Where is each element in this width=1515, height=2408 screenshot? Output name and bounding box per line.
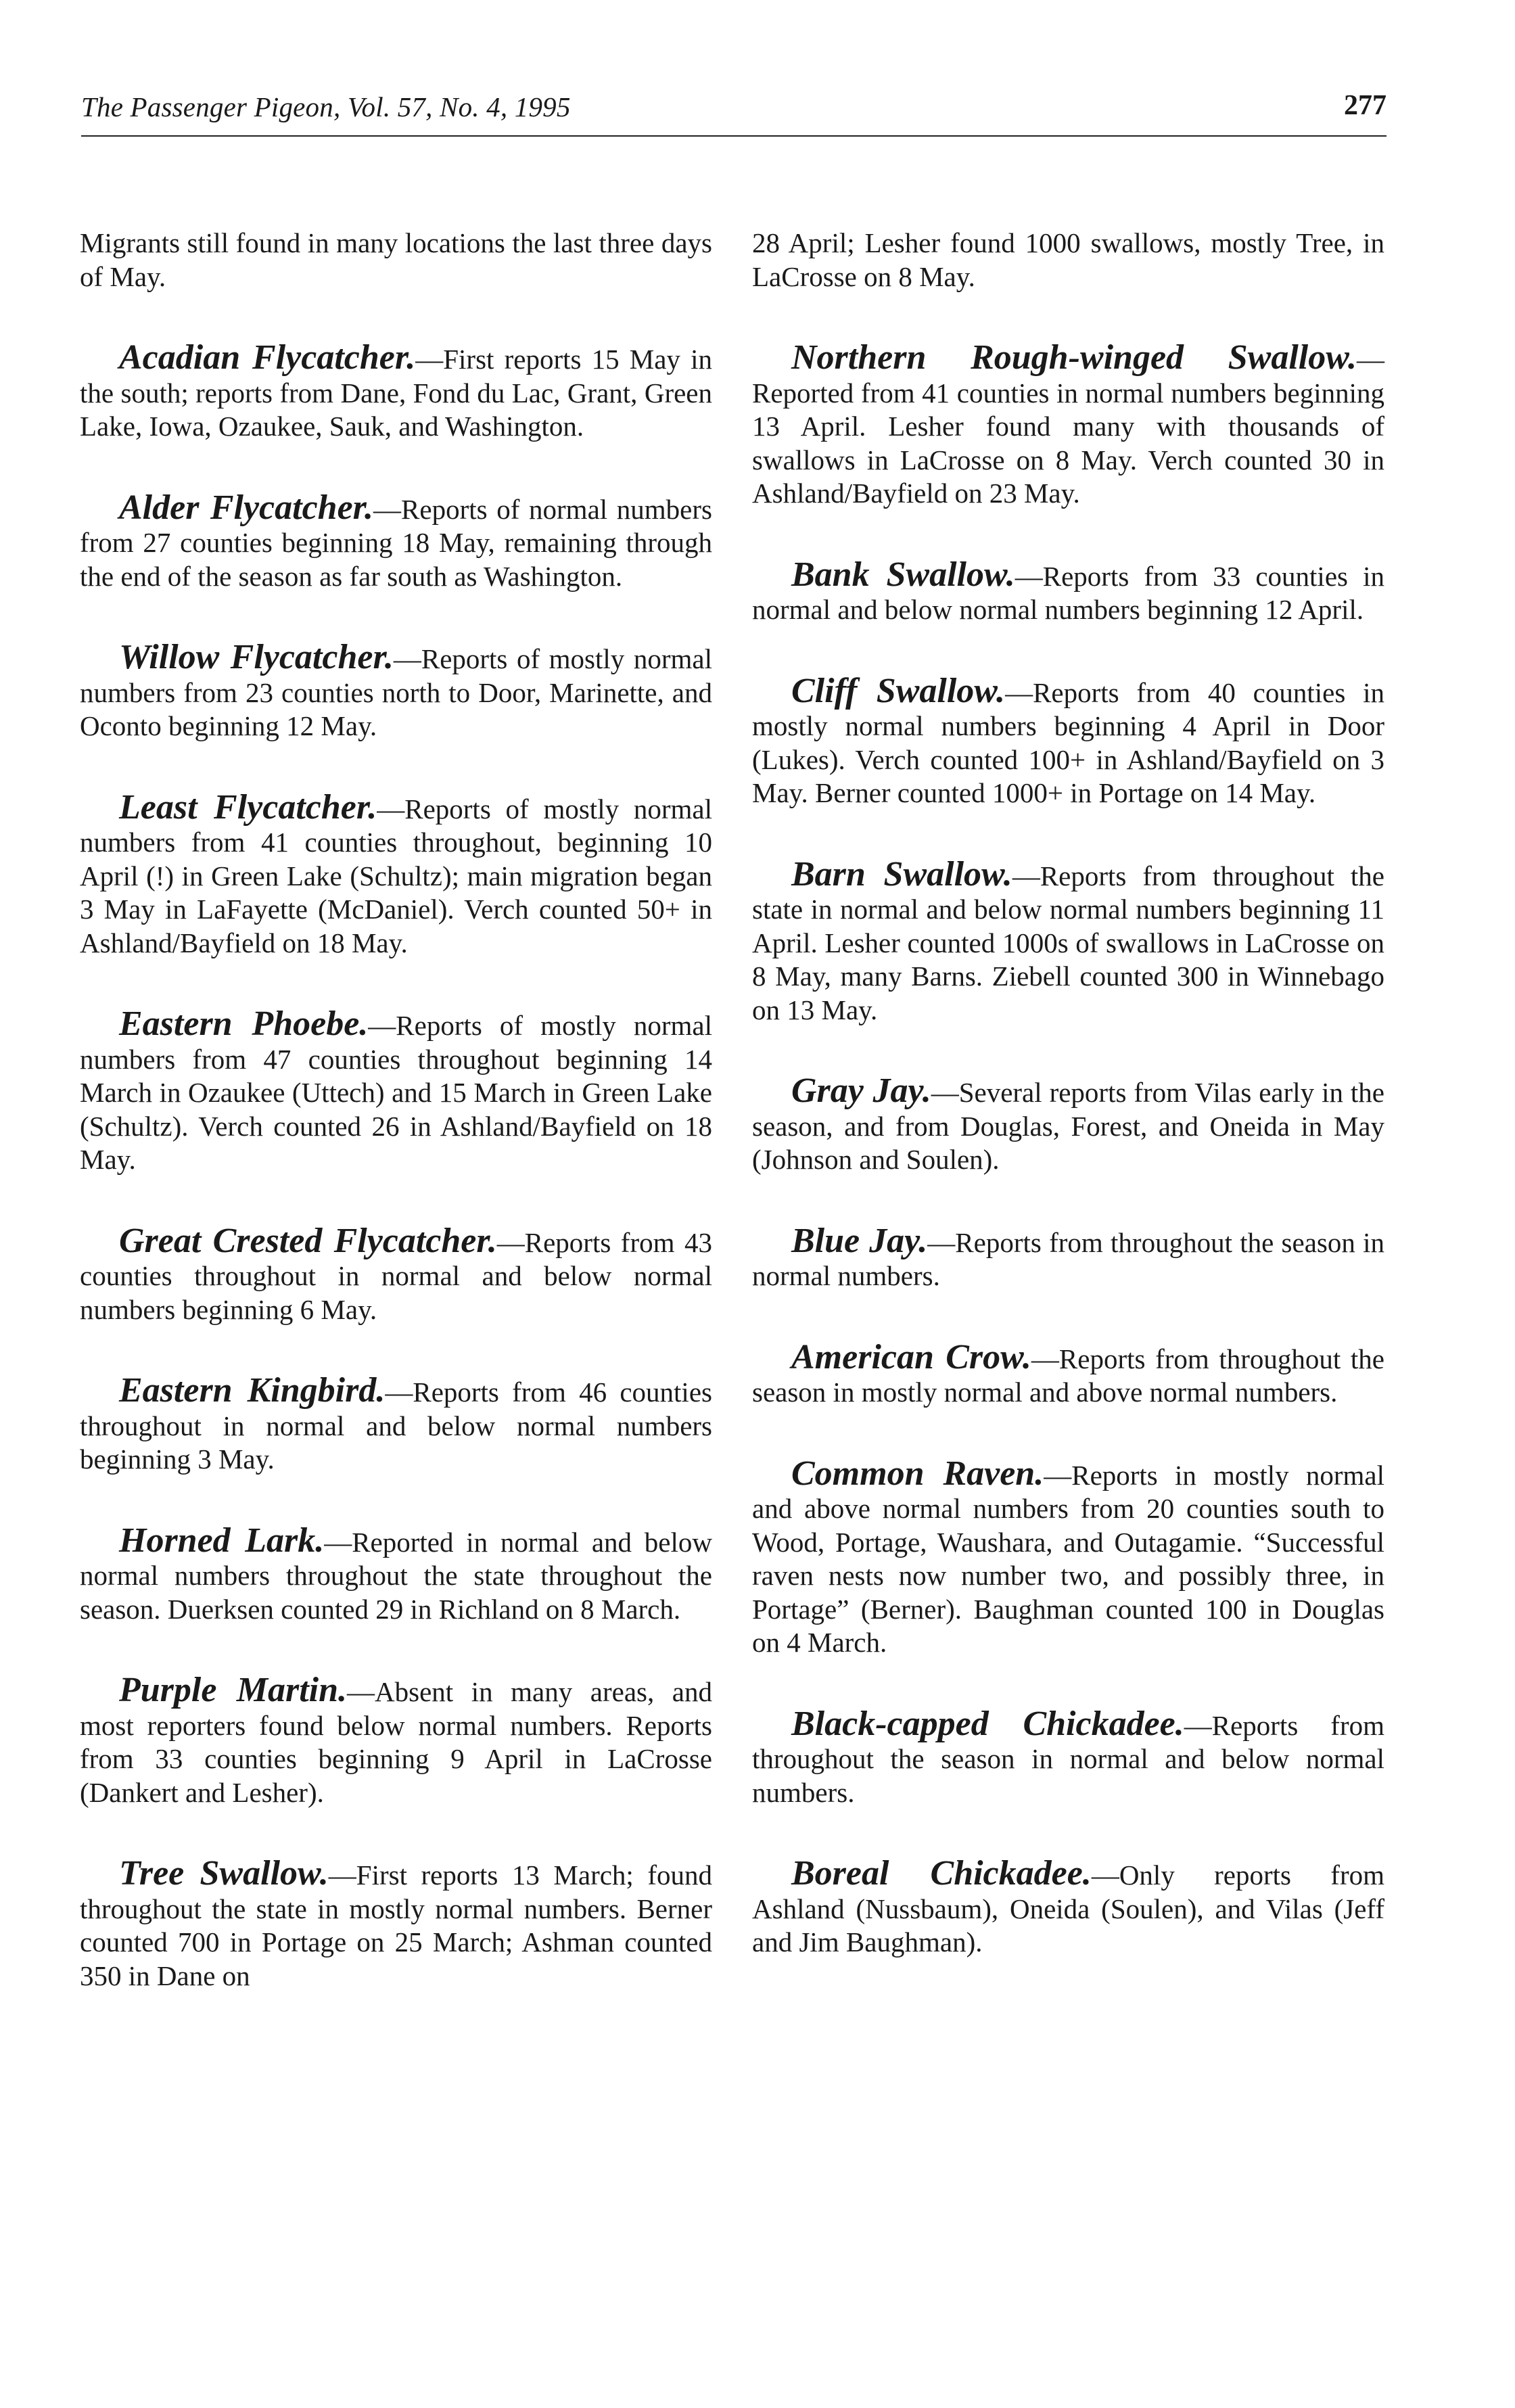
species-name: Eastern Phoebe. xyxy=(119,1004,369,1043)
species-entry xyxy=(80,488,712,594)
species-name: American Crow. xyxy=(791,1337,1031,1376)
species-entry xyxy=(80,1221,712,1327)
species-entry xyxy=(752,1454,1385,1660)
species-account: —Several reports from Vilas early in the season, and from Douglas, Forest, and Oneida in May (Johnson and Soulen). xyxy=(752,1077,1384,1175)
species-account: —Reports from throughout the season in normal and below normal numbers. xyxy=(752,1709,1384,1808)
species-name: Barn Swallow. xyxy=(791,854,1012,894)
species-account: —First reports 15 May in the south; reports from Dane, Fond du Lac, Grant, Green Lake, Iowa, Ozaukee, Sauk, and Washington. xyxy=(80,344,712,442)
species-account: —Reports from throughout the season in normal numbers. xyxy=(752,1226,1384,1291)
species-name: Acadian Flycatcher. xyxy=(119,338,416,377)
species-name: Blue Jay. xyxy=(791,1221,928,1260)
species-name: Gray Jay. xyxy=(791,1071,931,1110)
species-account: —Reports of mostly normal numbers from 47 counties throughout beginning 14 March in Ozaukee (Uttech) and 15 March in Green Lake (Schultz). Verch counted 26 in Ashland/Bayfield on 18 May. xyxy=(80,1010,712,1175)
species-entry xyxy=(80,1854,713,1993)
species-account: —Reports of mostly normal numbers from 41 counties throughout, beginning 10 April (!) in Green Lake (Schultz); main migration began 3 May in LaFayette (McDaniel). Verch counted 50+ in Ashland/Bayfield on 18 May. xyxy=(80,793,712,958)
species-entry xyxy=(752,1071,1384,1177)
species-name: Horned Lark. xyxy=(119,1521,325,1560)
species-entry xyxy=(80,338,712,444)
species-name: Purple Martin. xyxy=(119,1671,348,1709)
right-column xyxy=(752,227,1384,1960)
species-entry xyxy=(80,638,712,743)
species-name: Tree Swallow. xyxy=(119,1854,329,1893)
species-account: —Reports in mostly normal and above normal numbers from 20 counties south to Wood, Portage, Waushara, and Outagamie. “Successful raven nests now number two, and possibly three, in Portage” (Berner). Baughman counted 100 in Douglas on 4 March. xyxy=(752,1459,1385,1658)
species-entry xyxy=(752,1704,1384,1810)
species-entry xyxy=(752,671,1384,810)
continuation-text: 28 April; Lesher found 1000 swallows, mostly Tree, in LaCrosse on 8 May. xyxy=(752,227,1384,292)
species-name: Northern Rough-winged Swallow. xyxy=(791,338,1357,377)
species-name: Black-capped Chickadee. xyxy=(791,1704,1184,1743)
species-entry xyxy=(80,787,712,960)
species-entry xyxy=(752,555,1384,627)
species-account: —Reports from throughout the season in mostly normal and above normal numbers. xyxy=(752,1343,1384,1408)
species-entry xyxy=(752,854,1384,1027)
species-name: Alder Flycatcher. xyxy=(119,488,374,527)
species-name: Willow Flycatcher. xyxy=(119,638,394,676)
species-name: Cliff Swallow. xyxy=(791,671,1006,710)
species-account: —First reports 13 March; found throughout the state in mostly normal numbers. Berner counted 700 in Portage on 25 March; Ashman counted 350 in Dane on xyxy=(80,1859,713,1991)
running-header xyxy=(81,87,1386,137)
species-account: —Reports from 33 counties in normal and below normal numbers beginning 12 April. xyxy=(752,560,1384,625)
species-account: —Reports from 40 counties in mostly normal numbers beginning 4 April in Door (Lukes). Verch counted 100+ in Ashland/Bayfield on 3 May. Berner counted 1000+ in Portage on 14 May. xyxy=(752,676,1384,808)
species-name: Great Crested Flycatcher. xyxy=(119,1221,497,1260)
species-account: —Reports of mostly normal numbers from 23 counties north to Door, Marinette, and Oconto beginning 12 May. xyxy=(80,643,712,741)
species-name: Common Raven. xyxy=(791,1454,1044,1493)
species-name: Boreal Chickadee. xyxy=(791,1854,1092,1893)
species-entry xyxy=(80,1673,712,1809)
species-name: Bank Swallow. xyxy=(791,555,1015,594)
species-entry xyxy=(752,1337,1384,1410)
species-entry xyxy=(80,1004,712,1177)
species-name: Eastern Kingbird. xyxy=(119,1371,386,1410)
species-account: —Reports of normal numbers from 27 counties beginning 18 May, remaining through the end of the season as far south as Washington. xyxy=(80,493,712,592)
species-account: —Reports from 46 counties throughout in normal and below normal numbers beginning 3 May. xyxy=(80,1376,712,1475)
species-account: — Reported from 41 counties in normal numbers beginning 13 April. Lesher found many with thousands of swallows in LaCrosse on 8 May. Verch counted 30 in Ashland/Bayfield on 23 May. xyxy=(752,344,1384,509)
page-number: 277 xyxy=(1344,90,1386,121)
species-account: —Reports from throughout the state in normal and below normal numbers beginning 11 April. Lesher counted 1000s of swallows in LaCrosse on 8 May, many Barns. Ziebell counted 300 in Winnebago on 13 May. xyxy=(752,860,1384,1025)
continuation-text: Migrants still found in many locations the last three days of May. xyxy=(80,227,712,292)
species-account: —Absent in many areas, and most reporters found below normal numbers. Reports from 33 counties beginning 9 April in LaCrosse (Dankert and Lesher). xyxy=(80,1676,712,1808)
left-column xyxy=(80,227,712,1993)
journal-title: The Passenger Pigeon, Vol. 57, No. 4, 1995 xyxy=(81,91,571,122)
species-name: Least Flycatcher. xyxy=(119,787,377,827)
species-account: —Reports from 43 counties throughout in normal and below normal numbers beginning 6 May. xyxy=(80,1226,712,1325)
species-entry xyxy=(80,1521,712,1627)
species-account: —Reported in normal and below normal numbers throughout the state throughout the season. Duerksen counted 29 in Richland on 8 March. xyxy=(80,1526,712,1625)
species-account: —Only reports from Ashland (Nussbaum), Oneida (Soulen), and Vilas (Jeff and Jim Baughman). xyxy=(752,1859,1384,1958)
species-entry xyxy=(752,338,1384,511)
species-entry xyxy=(80,1371,712,1477)
species-entry xyxy=(752,1854,1384,1960)
species-entry xyxy=(752,1221,1384,1293)
